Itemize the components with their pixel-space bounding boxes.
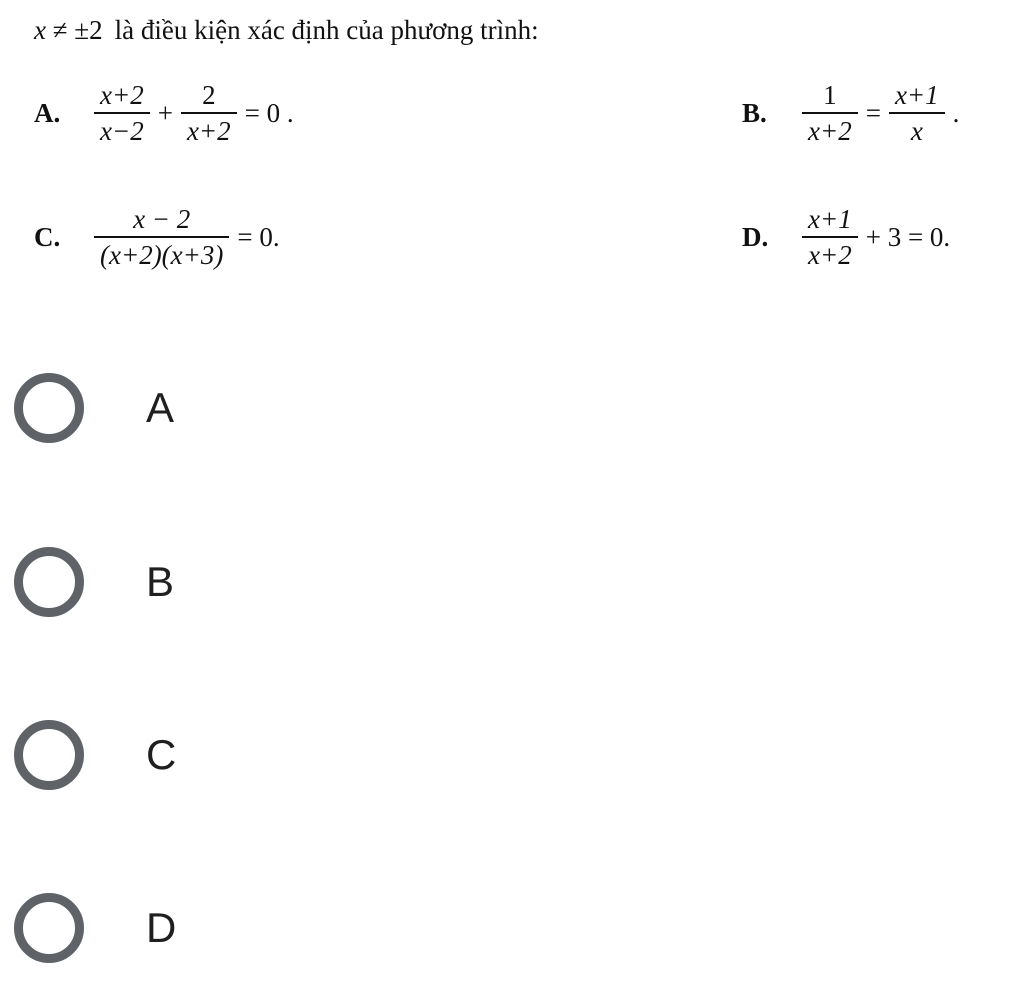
question-text: x ≠ ±2 là điều kiện xác định của phương trình: — [34, 15, 539, 45]
option-a-equation: A. $\frac{x+2}{x-2}$ + $\frac{2}{x+2}$ = 0 . — [34, 80, 294, 146]
fraction: $\frac{1}{x+2}$ — [802, 78, 858, 148]
choice-c[interactable] — [14, 720, 176, 790]
option-d-equation: D. $\frac{x+1}{x+2}$ + 3 = 0. — [742, 204, 951, 270]
choice-a[interactable] — [14, 373, 174, 443]
fraction: $\frac{x - 2}{(x+2)(x+3)}$ — [94, 202, 229, 272]
choice-label: D — [146, 904, 177, 951]
fraction: $\frac{x+1}{x+2}$ — [802, 202, 858, 272]
choice-label: C — [146, 731, 177, 778]
radio-circle-icon[interactable] — [14, 373, 84, 443]
fraction: $\frac{x+1}{x}$ — [889, 78, 945, 148]
radio-circle-icon[interactable] — [14, 720, 84, 790]
option-letter: C. — [34, 221, 61, 252]
choice-label: A — [146, 384, 175, 431]
fraction: $\frac{x+2}{x-2}$ — [94, 78, 150, 148]
choice-d[interactable] — [14, 893, 176, 963]
condition-math: x ≠ ±2 — [34, 15, 103, 45]
fraction: $\frac{2}{x+2}$ — [181, 78, 237, 148]
option-letter: D. — [742, 221, 769, 252]
option-c-equation: C. $\frac{x - 2}{(x+2)(x+3)}$ = 0. — [34, 204, 280, 270]
option-letter: A. — [34, 97, 61, 128]
choice-label: B — [146, 558, 175, 605]
radio-circle-icon[interactable] — [14, 547, 84, 617]
option-b-equation: B. $\frac{1}{x+2}$ = $\frac{x+1}{x}$ . — [742, 80, 960, 146]
choice-b[interactable] — [14, 547, 174, 617]
radio-circle-icon[interactable] — [14, 893, 84, 963]
option-letter: B. — [742, 97, 767, 128]
